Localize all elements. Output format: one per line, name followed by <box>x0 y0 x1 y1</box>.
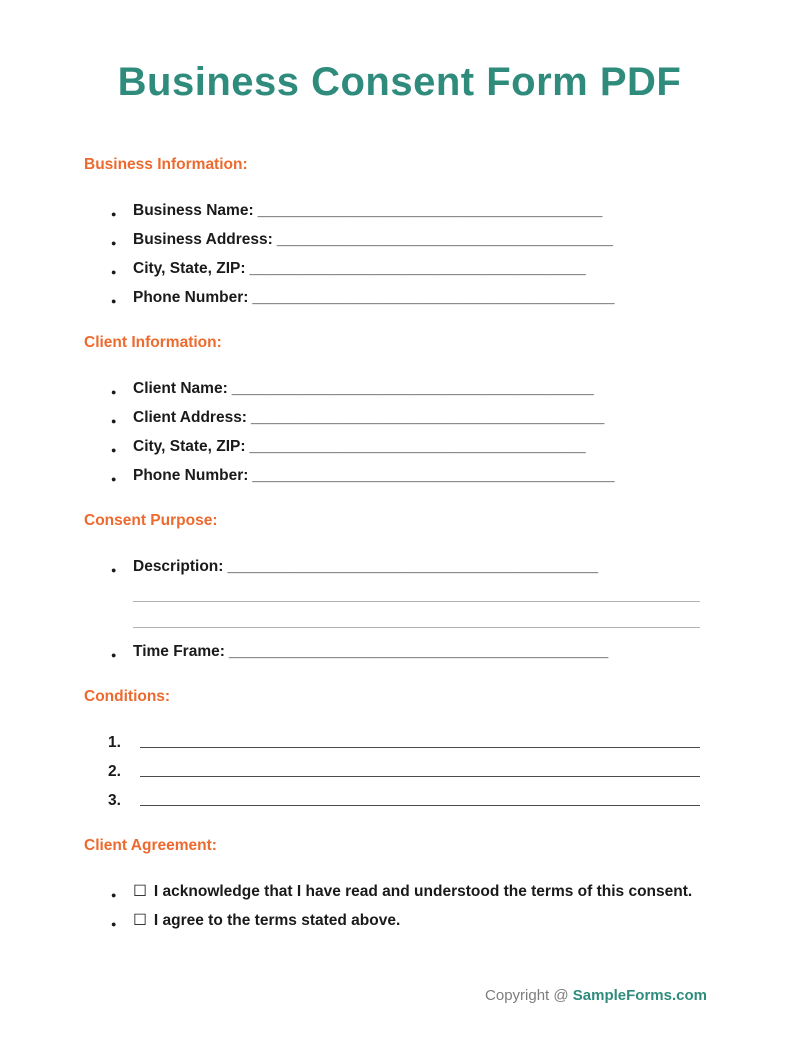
business-information-list <box>84 201 700 307</box>
time-frame-blank: ____________________________________________ <box>228 643 609 660</box>
business-city-state-zip-blank: _______________________________________ <box>249 260 586 277</box>
consent-purpose-heading: Consent Purpose: <box>84 512 218 529</box>
time-frame-list <box>84 642 700 661</box>
description-blank-line <box>133 602 700 628</box>
business-name-field <box>84 201 700 220</box>
business-address-field <box>84 230 700 249</box>
client-city-state-zip-blank: _______________________________________ <box>249 438 586 455</box>
sampleforms-link[interactable]: SampleForms.com <box>572 987 707 1004</box>
section-consent-purpose <box>84 495 700 661</box>
client-address-blank: _________________________________________ <box>250 409 605 426</box>
client-phone-field <box>84 466 700 485</box>
section-client-agreement <box>84 820 700 930</box>
business-phone-field <box>84 288 700 307</box>
section-client-information <box>84 317 700 485</box>
business-city-state-zip-label: City, State, ZIP: <box>133 260 246 277</box>
checkbox-icon: ☐ <box>133 912 147 929</box>
section-business-information <box>84 139 700 307</box>
client-name-blank: __________________________________________ <box>231 380 594 397</box>
business-address-blank: _______________________________________ <box>276 231 614 248</box>
condition-row-2 <box>84 762 700 781</box>
section-conditions <box>84 671 700 810</box>
condition-number: 3. <box>108 792 121 809</box>
checkbox-icon: ☐ <box>133 883 147 900</box>
business-name-label: Business Name: <box>133 202 254 219</box>
business-city-state-zip-field <box>84 259 700 278</box>
description-blank: ___________________________________________ <box>227 558 599 575</box>
client-city-state-zip-label: City, State, ZIP: <box>133 438 246 455</box>
business-phone-blank: __________________________________________ <box>252 289 615 306</box>
conditions-list <box>84 733 700 810</box>
client-name-label: Client Name: <box>133 380 228 397</box>
client-agreement-list <box>84 882 700 930</box>
condition-number: 2. <box>108 763 121 780</box>
document-content <box>0 139 799 930</box>
agree-text: I agree to the terms stated above. <box>153 912 401 929</box>
client-information-heading: Client Information: <box>84 334 222 351</box>
page-title: Business Consent Form PDF <box>117 60 682 104</box>
client-city-state-zip-field <box>84 437 700 456</box>
description-field <box>84 557 700 576</box>
client-address-field <box>84 408 700 427</box>
client-address-label: Client Address: <box>133 409 247 426</box>
business-phone-label: Phone Number: <box>133 289 249 306</box>
condition-number: 1. <box>108 734 121 751</box>
client-information-list <box>84 379 700 485</box>
condition-row-1 <box>84 733 700 752</box>
client-agreement-heading: Client Agreement: <box>84 837 217 854</box>
agree-statement <box>84 911 700 930</box>
business-information-heading: Business Information: <box>84 156 248 173</box>
time-frame-label: Time Frame: <box>133 643 225 660</box>
time-frame-field <box>84 642 700 661</box>
condition-row-3 <box>84 791 700 810</box>
business-name-blank: ________________________________________ <box>257 202 603 219</box>
business-address-label: Business Address: <box>133 231 273 248</box>
condition-blank-line <box>140 747 700 748</box>
copyright-text: Copyright @ <box>485 987 573 1004</box>
client-name-field <box>84 379 700 398</box>
description-label: Description: <box>133 558 224 575</box>
description-extra-lines <box>84 586 700 628</box>
consent-purpose-list <box>84 557 700 576</box>
conditions-heading: Conditions: <box>84 688 171 705</box>
acknowledge-statement <box>84 882 700 901</box>
client-phone-blank: __________________________________________ <box>252 467 615 484</box>
footer <box>485 987 707 1005</box>
condition-blank-line <box>140 776 700 777</box>
description-blank-line <box>133 586 700 602</box>
client-phone-label: Phone Number: <box>133 467 249 484</box>
condition-blank-line <box>140 805 700 806</box>
acknowledge-text: I acknowledge that I have read and understood the terms of this consent. <box>153 883 693 900</box>
